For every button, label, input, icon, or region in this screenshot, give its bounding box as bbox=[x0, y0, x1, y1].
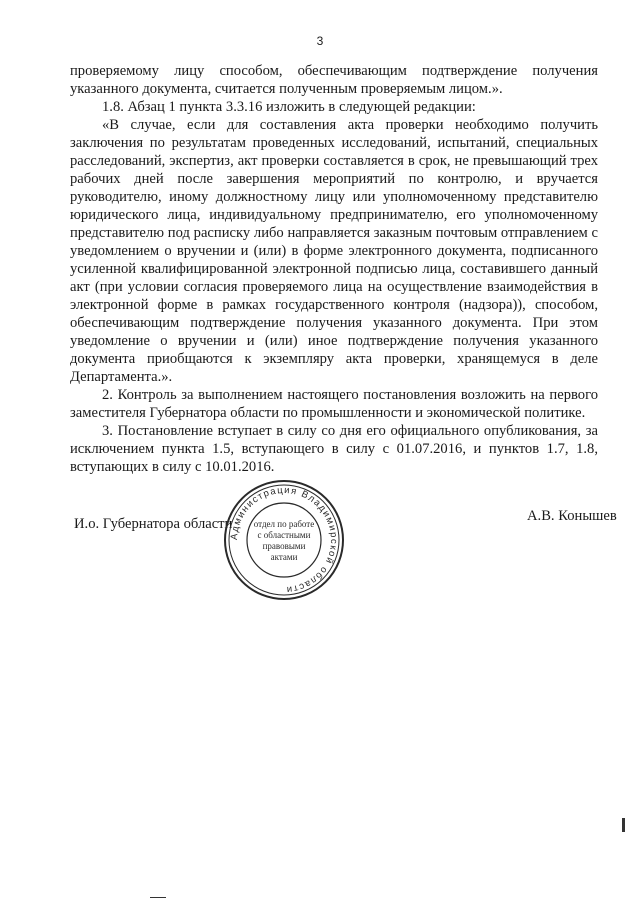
stamp-ring-text: Администрация Владимирской области bbox=[228, 484, 340, 596]
paragraph-quoted-amendment: «В случае, если для составления акта проверки необходимо получить заключения по результатам проведенных исследований, испытаний, специальных расследований, экспертиз, акт проверки составляется в срок, не превышающий трех рабочих дней после завершения мероприятий по контролю, и вручается руководителю, иному должностному лицу или уполномоченному представителю юридического лица, индивидуальному предпринимателю, его уполномоченному представителю под расписку либо направляется заказным почтовым отправлением с уведомлением о вручении и (или) в форме электронного документа, подписанного усиленной квалифицированной электронной подписью лица, составившего данный акт (при условии согласия проверяемого лица на осуществление взаимодействия в электронной форме в рамках государственного контроля (надзора)), способом, обеспечивающим подтверждение получения указанного документа. При этом уведомление о вручении и (или) иное подтверждение получения указанного документа приобщаются к экземпляру акта проверки, хранящемуся в деле Департамента.». bbox=[70, 117, 598, 385]
paragraph-continuation: проверяемому лицу способом, обеспечивающим подтверждение получения указанного документа, считается полученным проверяемым лицом.». bbox=[70, 63, 598, 97]
scan-mark bbox=[150, 897, 166, 898]
stamp-center-line-4: актами bbox=[270, 552, 298, 562]
paragraph-item-2: 2. Контроль за выполнением настоящего постановления возложить на первого заместителя Губернатора области по промышленности и экономической политике. bbox=[70, 387, 598, 421]
page-number: 3 bbox=[316, 34, 324, 48]
department-stamp bbox=[222, 478, 346, 602]
document-body bbox=[70, 62, 598, 476]
stamp-seal-icon bbox=[222, 478, 346, 602]
paragraph-item-1-8: 1.8. Абзац 1 пункта 3.3.16 изложить в следующей редакции: bbox=[102, 99, 476, 115]
paragraph-item-3: 3. Постановление вступает в силу со дня его официального опубликования, за исключением пункта 1.5, вступающего в силу с 01.07.2016, и пунктов 1.7, 1.8, вступающих в силу с 10.01.2016. bbox=[70, 423, 598, 475]
stamp-center-line-1: отдел по работе bbox=[253, 519, 315, 529]
signatory-name: А.В. Конышев bbox=[527, 508, 617, 524]
scan-mark bbox=[622, 818, 625, 832]
signatory-title: И.о. Губернатора области bbox=[74, 516, 233, 532]
stamp-center-line-2: с областными bbox=[257, 530, 311, 540]
stamp-center-line-3: правовыми bbox=[262, 541, 306, 551]
